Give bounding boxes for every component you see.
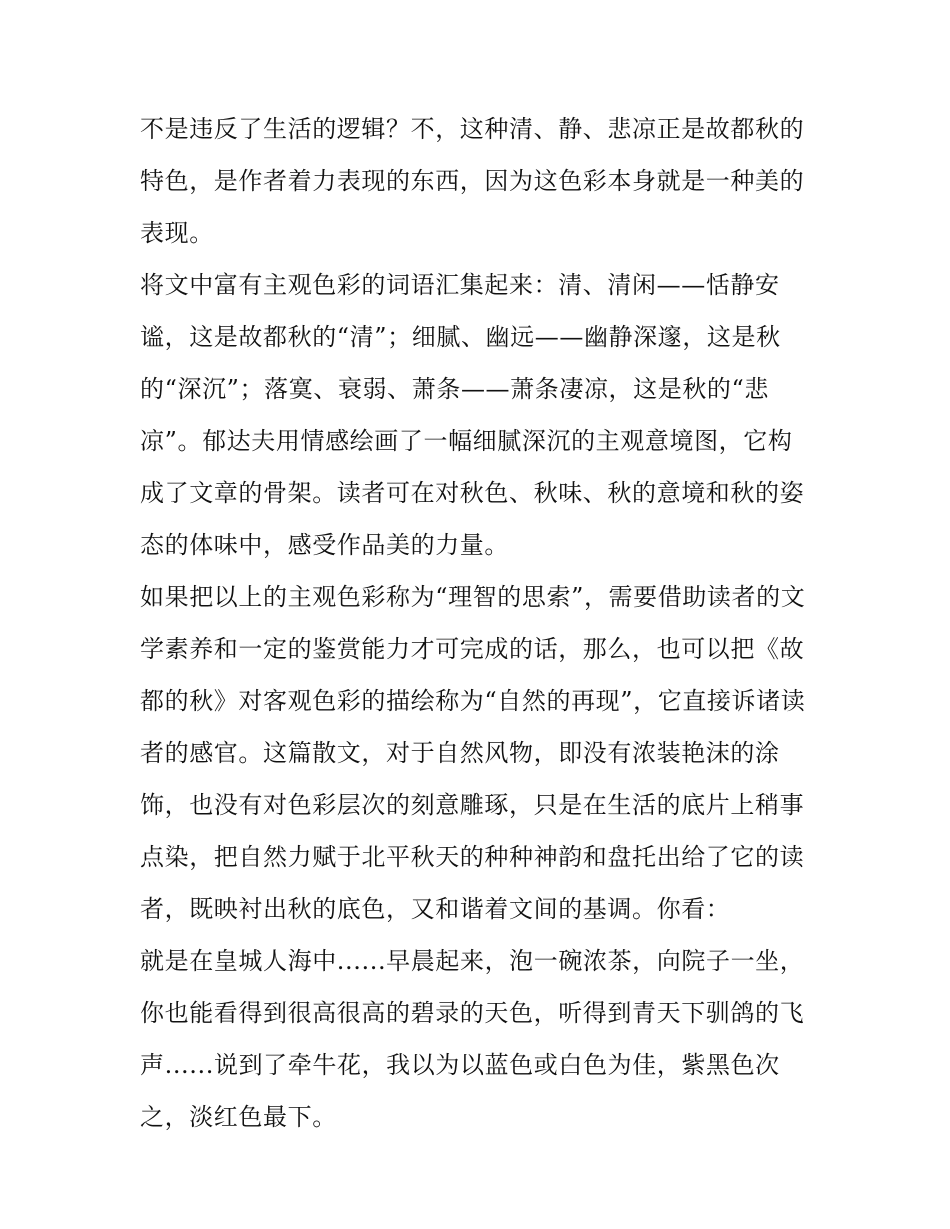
text-line: 你也能看得到很高很高的碧录的天色，听得到青天下驯鸽的飞 bbox=[140, 999, 805, 1027]
text-line: 成了文章的骨架。读者可在对秋色、秋味、秋的意境和秋的姿 bbox=[140, 479, 805, 507]
text-line: 声......说到了牵牛花，我以为以蓝色或白色为佳，紫黑色次 bbox=[140, 1051, 780, 1079]
text-line: 如果把以上的主观色彩称为“理智的思索”，需要借助读者的文 bbox=[140, 583, 806, 611]
text-line: 者，既映衬出秋的底色，又和谐着文间的基调。你看： bbox=[140, 895, 731, 923]
text-line: 都的秋》对客观色彩的描绘称为“自然的再现”，它直接诉诸读 bbox=[140, 687, 806, 715]
text-line: 凉”。郁达夫用情感绘画了一幅细腻深沉的主观意境图，它构 bbox=[140, 427, 793, 455]
text-line: 将文中富有主观色彩的词语汇集起来：清、清闲——恬静安 bbox=[140, 271, 780, 299]
text-line: 态的体味中，感受作品美的力量。 bbox=[140, 531, 509, 559]
text-line: 就是在皇城人海中......早晨起来，泡一碗浓茶，向院子一坐， bbox=[140, 947, 805, 975]
text-line: 不是违反了生活的逻辑？不，这种清、静、悲凉正是故都秋的 bbox=[140, 115, 805, 143]
text-line: 学素养和一定的鉴赏能力才可完成的话，那么，也可以把《故 bbox=[140, 635, 805, 663]
text-line: 特色，是作者着力表现的东西，因为这色彩本身就是一种美的 bbox=[140, 167, 805, 195]
text-line: 者的感官。这篇散文，对于自然风物，即没有浓装艳沫的涂 bbox=[140, 739, 780, 767]
text-line: 谧，这是故都秋的“清”；细腻、幽远——幽静深邃，这是秋 bbox=[140, 323, 781, 351]
text-line: 的“深沉”；落寞、衰弱、萧条——萧条凄凉，这是秋的“悲 bbox=[140, 375, 770, 403]
text-line: 点染，把自然力赋于北平秋天的种种神韵和盘托出给了它的读 bbox=[140, 843, 805, 871]
text-line: 表现。 bbox=[140, 219, 214, 247]
text-line: 饰，也没有对色彩层次的刻意雕琢，只是在生活的底片上稍事 bbox=[140, 791, 805, 819]
text-line: 之，淡红色最下。 bbox=[140, 1103, 337, 1131]
